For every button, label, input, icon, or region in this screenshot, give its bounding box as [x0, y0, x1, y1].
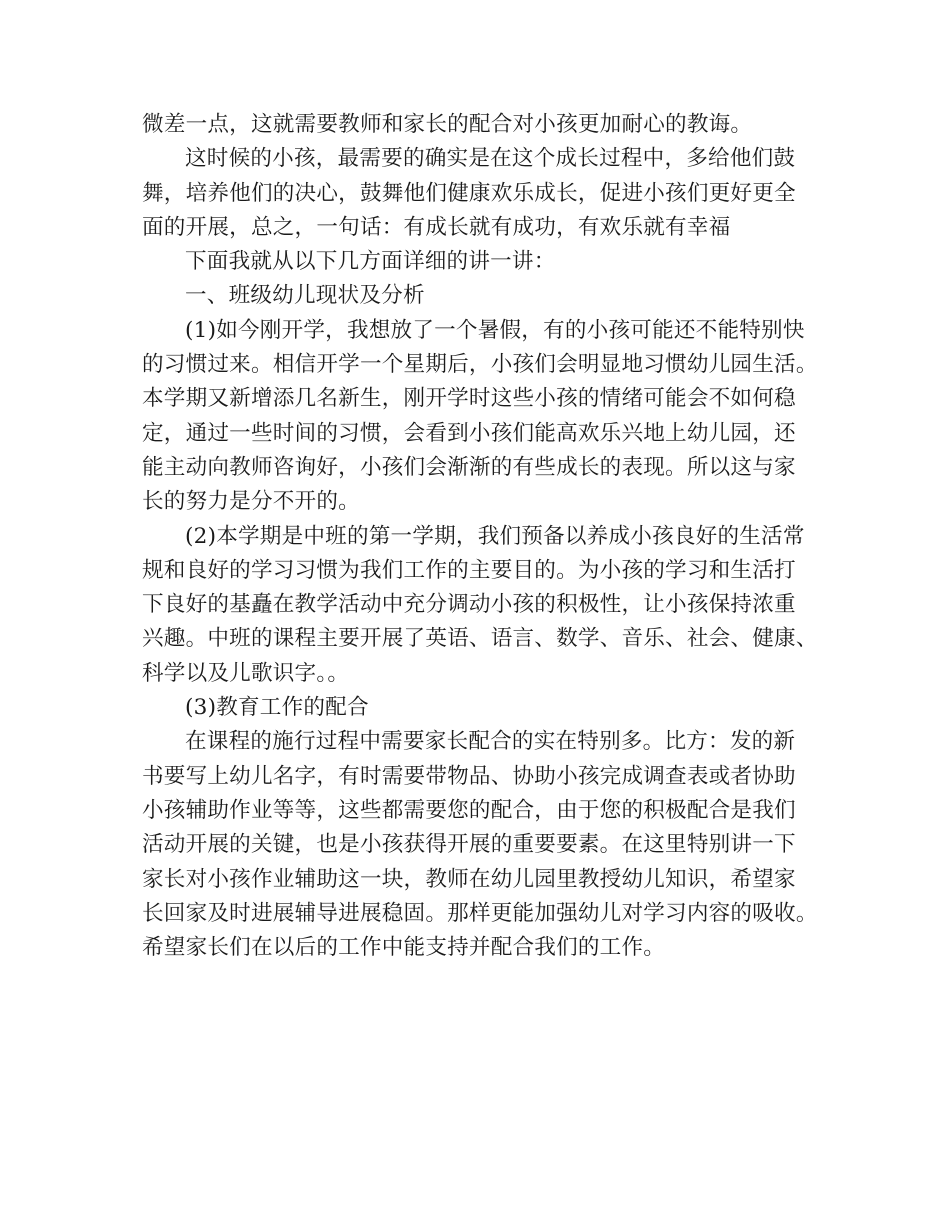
text-line-2: 这时候的小孩，最需要的确实是在这个成长过程中，多给他们鼓 [185, 146, 796, 172]
section-heading: 一、班级幼儿现状及分析 [185, 283, 425, 309]
text-line-10: 定，通过一些时间的习惯，会看到小孩们能高欢乐兴地上幼儿园，还 [142, 420, 796, 446]
text-line-14: 规和良好的学习习惯为我们工作的主要目的。为小孩的学习和生活打 [142, 557, 796, 583]
text-line-17: 科学以及儿歌识字。。 [142, 660, 350, 686]
text-line-5: 下面我就从以下几方面详细的讲一讲： [185, 249, 556, 275]
text-line-3: 舞，培养他们的决心，鼓舞他们健康欢乐成长，促进小孩们更好更全 [142, 180, 796, 206]
text-line-24: 长回家及时进展辅导进展稳固。那样更能加强幼儿对学习内容的吸收。 [142, 900, 818, 926]
text-line-16: 兴趣。中班的课程主要开展了英语、语言、数学、音乐、社会、健康、 [142, 626, 818, 652]
text-line-7: (1)如今刚开学，我想放了一个暑假，有的小孩可能还不能特别快 [185, 317, 805, 343]
text-line-4: 面的开展，总之，一句话：有成长就有成功，有欢乐就有幸福 [142, 214, 731, 240]
text-line-21: 小孩辅助作业等等，这些都需要您的配合，由于您的积极配合是我们 [142, 797, 796, 823]
text-line-9: 本学期又新增添几名新生，刚开学时这些小孩的情绪可能会不如何稳 [142, 386, 796, 412]
text-line-8: 的习惯过来。相信开学一个星期后，小孩们会明显地习惯幼儿园生活。 [142, 352, 818, 378]
body-text [142, 108, 832, 965]
text-line-15: 下良好的基矗在教学活动中充分调动小孩的积极性，让小孩保持浓重 [142, 592, 796, 618]
text-line-19: 在课程的施行过程中需要家长配合的实在特别多。比方：发的新 [185, 729, 796, 755]
text-line-20: 书要写上幼儿名字，有时需要带物品、协助小孩完成调查表或者协助 [142, 763, 796, 789]
text-line-22: 活动开展的关键，也是小孩获得开展的重要要素。在这里特别讲一下 [142, 832, 796, 858]
subsection-heading: (3)教育工作的配合 [185, 695, 369, 721]
text-line-13: (2)本学期是中班的第一学期，我们预备以养成小孩良好的生活常 [185, 523, 805, 549]
text-line-11: 能主动向教师咨询好，小孩们会渐渐的有些成长的表现。所以这与家 [142, 454, 796, 480]
text-line-1: 微差一点，这就需要教师和家长的配合对小孩更加耐心的教诲。 [142, 112, 753, 137]
text-line-25: 希望家长们在以后的工作中能支持并配合我们的工作。 [142, 935, 666, 961]
text-line-12: 长的努力是分不开的。 [142, 489, 360, 515]
text-line-23: 家长对小孩作业辅助这一块，教师在幼儿园里教授幼儿知识，希望家 [142, 866, 796, 892]
